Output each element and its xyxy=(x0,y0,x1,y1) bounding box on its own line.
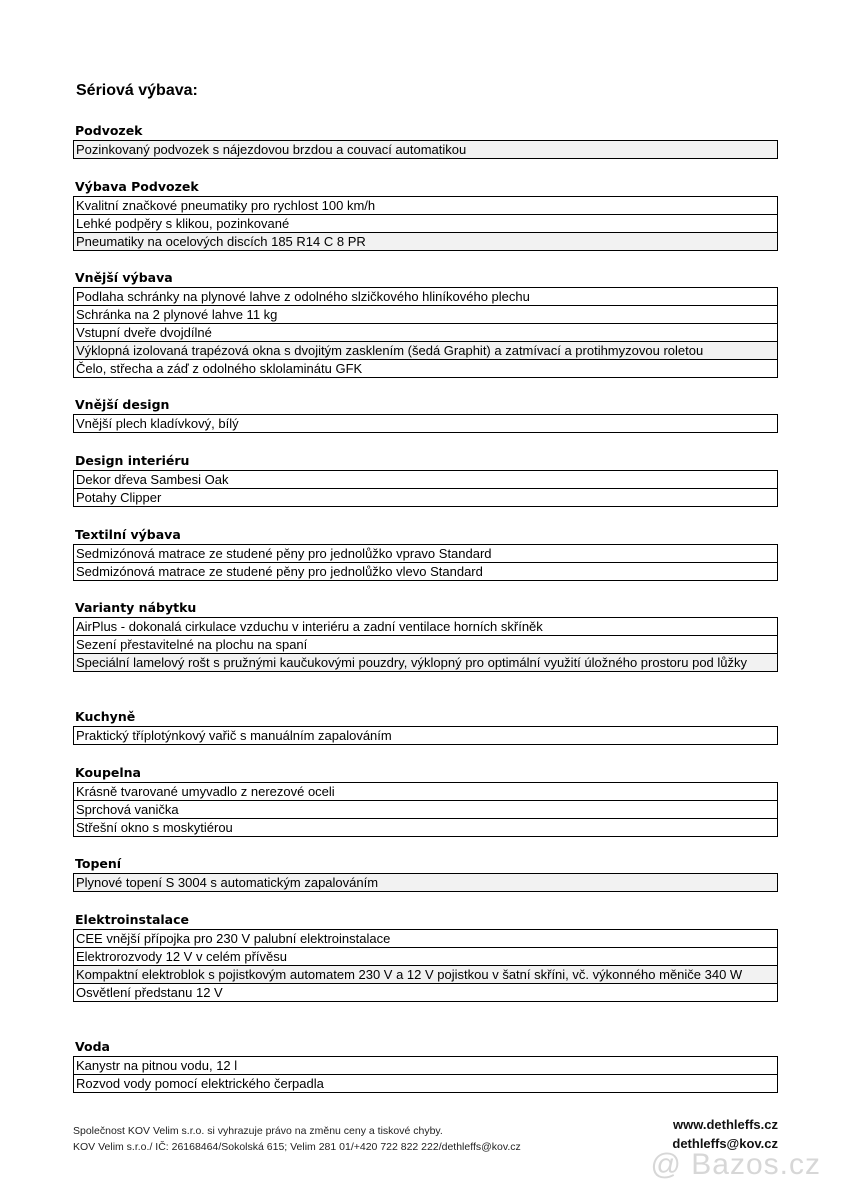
page-title: Sériová výbava: xyxy=(76,82,198,99)
items-table xyxy=(73,1056,778,1093)
table-row: Plynové topení S 3004 s automatickým zapalováním xyxy=(74,874,777,891)
table-row: Střešní okno s moskytiérou xyxy=(74,818,777,836)
table-row: Potahy Clipper xyxy=(74,488,777,506)
table-row: AirPlus - dokonalá cirkulace vzduchu v interiéru a zadní ventilace horních skříněk xyxy=(76,619,543,634)
items-table xyxy=(73,470,778,507)
section-koupelna xyxy=(73,764,778,837)
table-row: Vstupní dveře dvojdílné xyxy=(74,323,777,341)
section-title: Elektroinstalace xyxy=(75,912,189,927)
table-row: Rozvod vody pomocí elektrického čerpadla xyxy=(74,1074,777,1092)
section-topeni xyxy=(73,855,778,892)
table-row: Sedmizónová matrace ze studené pěny pro jednolůžko vlevo Standard xyxy=(74,562,777,580)
items-table xyxy=(73,873,778,892)
table-row: Podlaha schránky na plynové lahve z odolného slzičkového hliníkového plechu xyxy=(76,289,530,304)
section-elektroinstalace xyxy=(73,911,778,1002)
section-vnejsi-vybava xyxy=(73,269,778,378)
section-title: Vnější design xyxy=(75,397,170,412)
section-vybava-podvozek xyxy=(73,178,778,251)
items-table xyxy=(73,414,778,433)
footer-disclaimer xyxy=(73,1123,521,1155)
footer-line-2: KOV Velim s.r.o./ IČ: 26168464/Sokolská 615; Velim 281 01/+420 722 822 222/dethleffs@kov.cz xyxy=(73,1141,521,1153)
table-row: Kanystr na pitnou vodu, 12 l xyxy=(76,1058,238,1073)
section-title: Varianty nábytku xyxy=(75,600,197,615)
section-title: Voda xyxy=(75,1039,110,1054)
section-voda xyxy=(73,1038,778,1093)
items-table xyxy=(73,287,778,378)
table-row: Pneumatiky na ocelových discích 185 R14 C 8 PR xyxy=(74,232,777,250)
table-row: Elektrorozvody 12 V v celém přívěsu xyxy=(74,947,777,965)
table-row: Osvětlení předstanu 12 V xyxy=(74,983,777,1001)
table-row: Sedmizónová matrace ze studené pěny pro jednolůžko vpravo Standard xyxy=(76,546,492,561)
table-row: Výklopná izolovaná trapézová okna s dvojitým zasklením (šedá Graphit) a zatmívací a protihmyzovou roletou xyxy=(74,341,777,359)
email-link[interactable]: dethleffs@kov.cz xyxy=(672,1136,778,1151)
section-title: Podvozek xyxy=(75,123,143,138)
section-title: Topení xyxy=(75,856,122,871)
watermark: @ Bazos.cz xyxy=(650,1148,821,1181)
table-row: Pozinkovaný podvozek s nájezdovou brzdou a couvací automatikou xyxy=(74,141,777,158)
footer-line-1: Společnost KOV Velim s.r.o. si vyhrazuje právo na změnu ceny a tiskové chyby. xyxy=(73,1125,443,1137)
section-vnejsi-design xyxy=(73,396,778,433)
section-title: Kuchyně xyxy=(75,709,136,724)
items-table xyxy=(73,544,778,581)
table-row: Sezení přestavitelné na plochu na spaní xyxy=(74,635,777,653)
table-row: Kvalitní značkové pneumatiky pro rychlost 100 km/h xyxy=(76,198,376,213)
table-row: Vnější plech kladívkový, bílý xyxy=(76,416,239,431)
section-podvozek xyxy=(73,122,778,159)
table-row: Kompaktní elektroblok s pojistkovým automatem 230 V a 12 V pojistkou v šatní skříni, vč. výkonného měniče 340 W xyxy=(74,965,777,983)
table-row: Dekor dřeva Sambesi Oak xyxy=(76,472,229,487)
table-row: Čelo, střecha a záď z odolného sklolaminátu GFK xyxy=(74,359,777,377)
table-row: CEE vnější přípojka pro 230 V palubní elektroinstalace xyxy=(76,931,391,946)
items-table xyxy=(73,782,778,837)
section-title: Koupelna xyxy=(75,765,141,780)
table-row: Praktický tříplotýnkový vařič s manuálním zapalováním xyxy=(76,728,392,743)
section-textilni-vybava xyxy=(73,526,778,581)
section-varianty-nabytku xyxy=(73,599,778,672)
section-title: Vnější výbava xyxy=(75,270,173,285)
section-title: Textilní výbava xyxy=(75,527,181,542)
section-kuchyne xyxy=(73,708,778,745)
table-row: Speciální lamelový rošt s pružnými kaučukovými pouzdry, výklopný pro optimální využití úložného prostoru pod lůžky xyxy=(74,653,777,671)
table-row: Krásně tvarované umyvadlo z nerezové oceli xyxy=(76,784,335,799)
items-table xyxy=(73,196,778,251)
table-row: Lehké podpěry s klikou, pozinkované xyxy=(74,214,777,232)
table-row: Sprchová vanička xyxy=(74,800,777,818)
items-table xyxy=(73,617,778,672)
section-title: Design interiéru xyxy=(75,453,190,468)
table-row: Schránka na 2 plynové lahve 11 kg xyxy=(74,305,777,323)
items-table xyxy=(73,929,778,1002)
section-title: Výbava Podvozek xyxy=(75,179,199,194)
section-design-interieru xyxy=(73,452,778,507)
items-table xyxy=(73,726,778,745)
website-link[interactable]: www.dethleffs.cz xyxy=(673,1117,778,1132)
items-table xyxy=(73,140,778,159)
